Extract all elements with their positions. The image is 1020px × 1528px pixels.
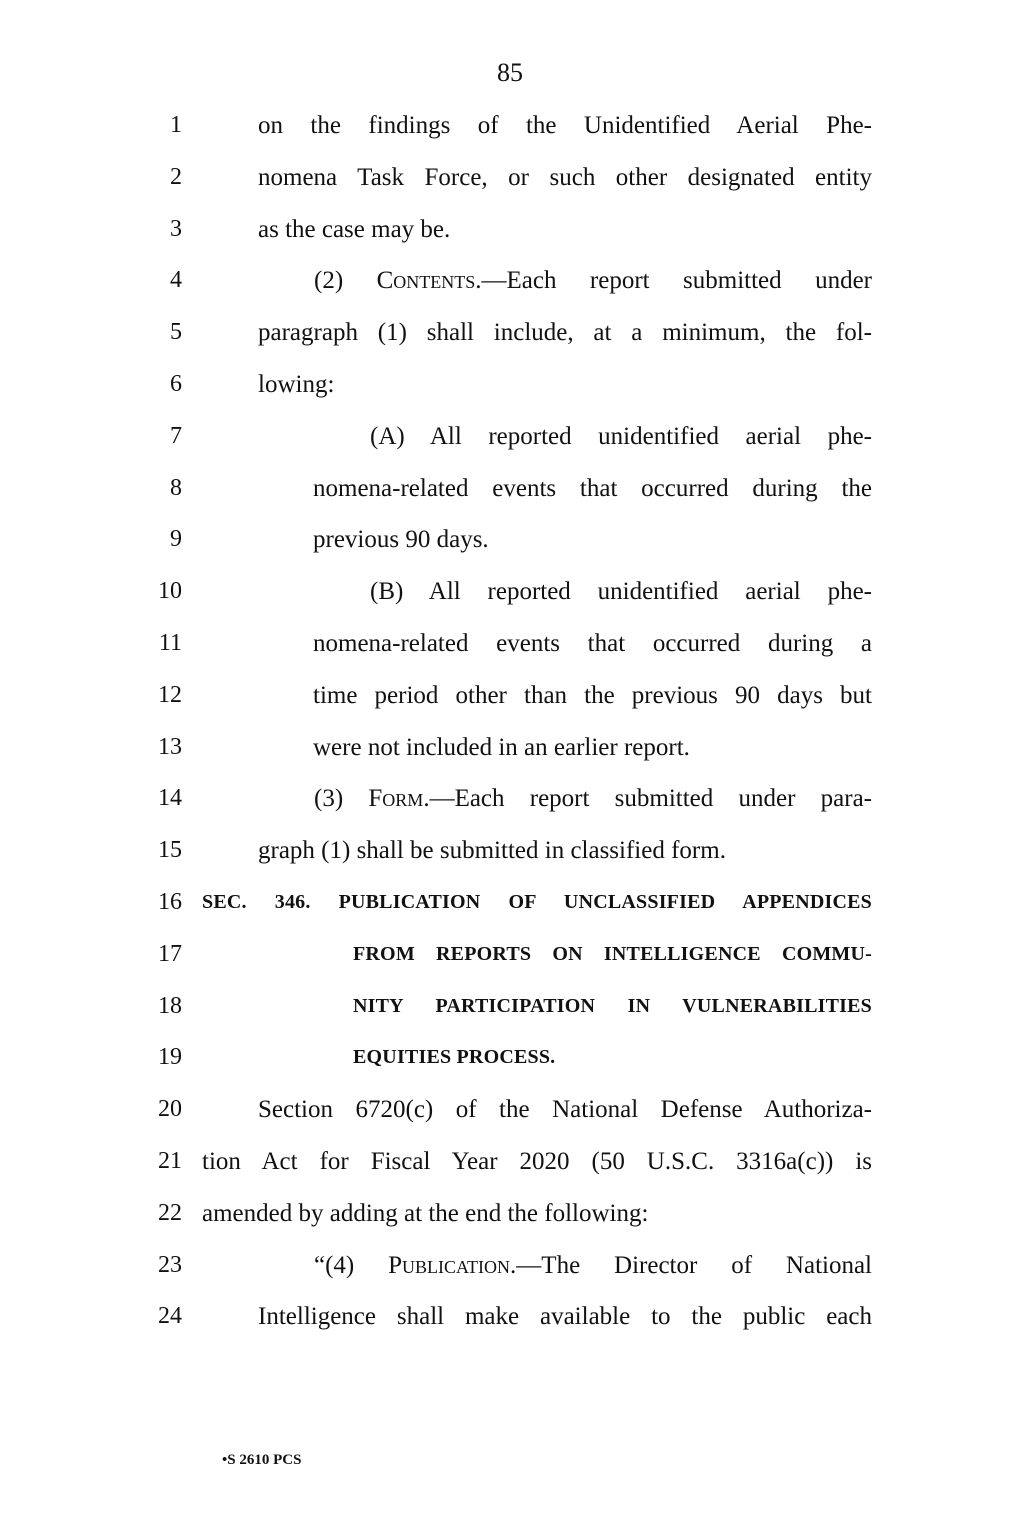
section-heading: EQUITIES PROCESS.	[353, 1046, 556, 1069]
line-text: amended by adding at the end the following:	[202, 1199, 649, 1227]
line-text: Intelligence shall make available to the public each	[258, 1303, 872, 1331]
line-number: 9	[170, 526, 182, 553]
document-line	[0, 359, 1020, 411]
line-number: 8	[170, 474, 182, 501]
document-line	[0, 566, 1020, 618]
paragraph-caption: Publication	[388, 1251, 511, 1279]
document-line	[0, 1188, 1020, 1240]
line-number: 5	[170, 319, 182, 346]
paragraph-heading-line	[258, 255, 872, 307]
paragraph-text: .—The Director of National	[510, 1251, 872, 1279]
line-text: graph (1) shall be submitted in classified form.	[258, 837, 726, 865]
line-text: nomena-related events that occurred during the	[313, 474, 872, 502]
paragraph-caption: Contents	[376, 267, 476, 295]
document-line	[0, 100, 1020, 152]
paragraph-heading-line	[258, 1240, 872, 1292]
line-number: 14	[158, 785, 182, 812]
document-line	[0, 514, 1020, 566]
paragraph-marker: (2)	[314, 267, 377, 295]
line-number: 10	[158, 578, 182, 605]
document-line	[0, 307, 1020, 359]
line-number: 19	[158, 1044, 182, 1071]
line-number: 12	[158, 681, 182, 708]
line-text: (B) All reported unidentified aerial phe-	[370, 578, 872, 606]
line-number: 24	[158, 1303, 182, 1330]
line-text: lowing:	[258, 370, 335, 398]
section-heading: FROM REPORTS ON INTELLIGENCE COMMU-	[353, 942, 872, 965]
line-text: Section 6720(c) of the National Defense Authoriza-	[258, 1096, 872, 1124]
line-number: 3	[170, 215, 182, 242]
line-text: on the findings of the Unidentified Aerial Phe-	[258, 112, 872, 139]
line-number: 20	[158, 1096, 182, 1123]
line-text: were not included in an earlier report.	[313, 733, 690, 761]
paragraph-caption: Form	[368, 785, 424, 813]
line-text: (A) All reported unidentified aerial phe-	[370, 422, 872, 450]
line-text: tion Act for Fiscal Year 2020 (50 U.S.C. 3316a(c)) is	[202, 1147, 872, 1175]
line-number: 6	[170, 370, 182, 397]
line-number: 1	[170, 112, 182, 138]
line-number: 2	[170, 163, 182, 190]
line-text: nomena Task Force, or such other designated entity	[258, 163, 872, 191]
document-line	[0, 618, 1020, 670]
paragraph-marker: (3)	[314, 785, 369, 813]
paragraph-heading-line	[258, 773, 872, 825]
document-line	[0, 670, 1020, 722]
document-line	[0, 1084, 1020, 1136]
line-text: previous 90 days.	[313, 526, 489, 554]
document-body	[0, 100, 1020, 1343]
bill-identifier: •S 2610 PCS	[222, 1452, 302, 1468]
line-number: 23	[158, 1251, 182, 1278]
line-number: 18	[158, 992, 182, 1019]
document-line	[0, 1291, 1020, 1343]
line-number: 16	[158, 888, 182, 915]
document-line	[0, 411, 1020, 463]
paragraph-marker: “(4)	[314, 1251, 389, 1279]
document-line	[0, 825, 1020, 877]
document-line	[0, 981, 1020, 1033]
document-line	[0, 877, 1020, 929]
document-line	[0, 204, 1020, 256]
document-line	[0, 255, 1020, 307]
document-line	[0, 152, 1020, 204]
line-number: 11	[158, 629, 182, 656]
line-number: 22	[158, 1199, 182, 1226]
document-line	[0, 463, 1020, 515]
document-line	[0, 1032, 1020, 1084]
document-line	[0, 929, 1020, 981]
line-number: 13	[158, 733, 182, 760]
line-text: paragraph (1) shall include, at a minimum, the fol-	[258, 319, 872, 347]
line-text: time period other than the previous 90 days but	[313, 681, 872, 709]
line-number: 15	[158, 837, 182, 864]
document-line	[0, 1136, 1020, 1188]
line-number: 4	[170, 267, 182, 294]
line-number: 21	[158, 1147, 182, 1174]
line-text: as the case may be.	[258, 215, 451, 243]
line-number: 17	[158, 940, 182, 967]
line-number: 7	[170, 422, 182, 449]
section-heading: NITY PARTICIPATION IN VULNERABILITIES	[353, 994, 872, 1017]
document-line	[0, 722, 1020, 774]
page-number: 85	[497, 58, 523, 87]
document-line	[0, 773, 1020, 825]
paragraph-text: .—Each report submitted under	[475, 267, 873, 295]
document-line	[0, 1240, 1020, 1292]
line-text: nomena-related events that occurred during a	[313, 629, 872, 657]
section-heading: SEC. 346. PUBLICATION OF UNCLASSIFIED APPENDICES	[202, 890, 872, 913]
paragraph-text: .—Each report submitted under para-	[423, 785, 873, 813]
